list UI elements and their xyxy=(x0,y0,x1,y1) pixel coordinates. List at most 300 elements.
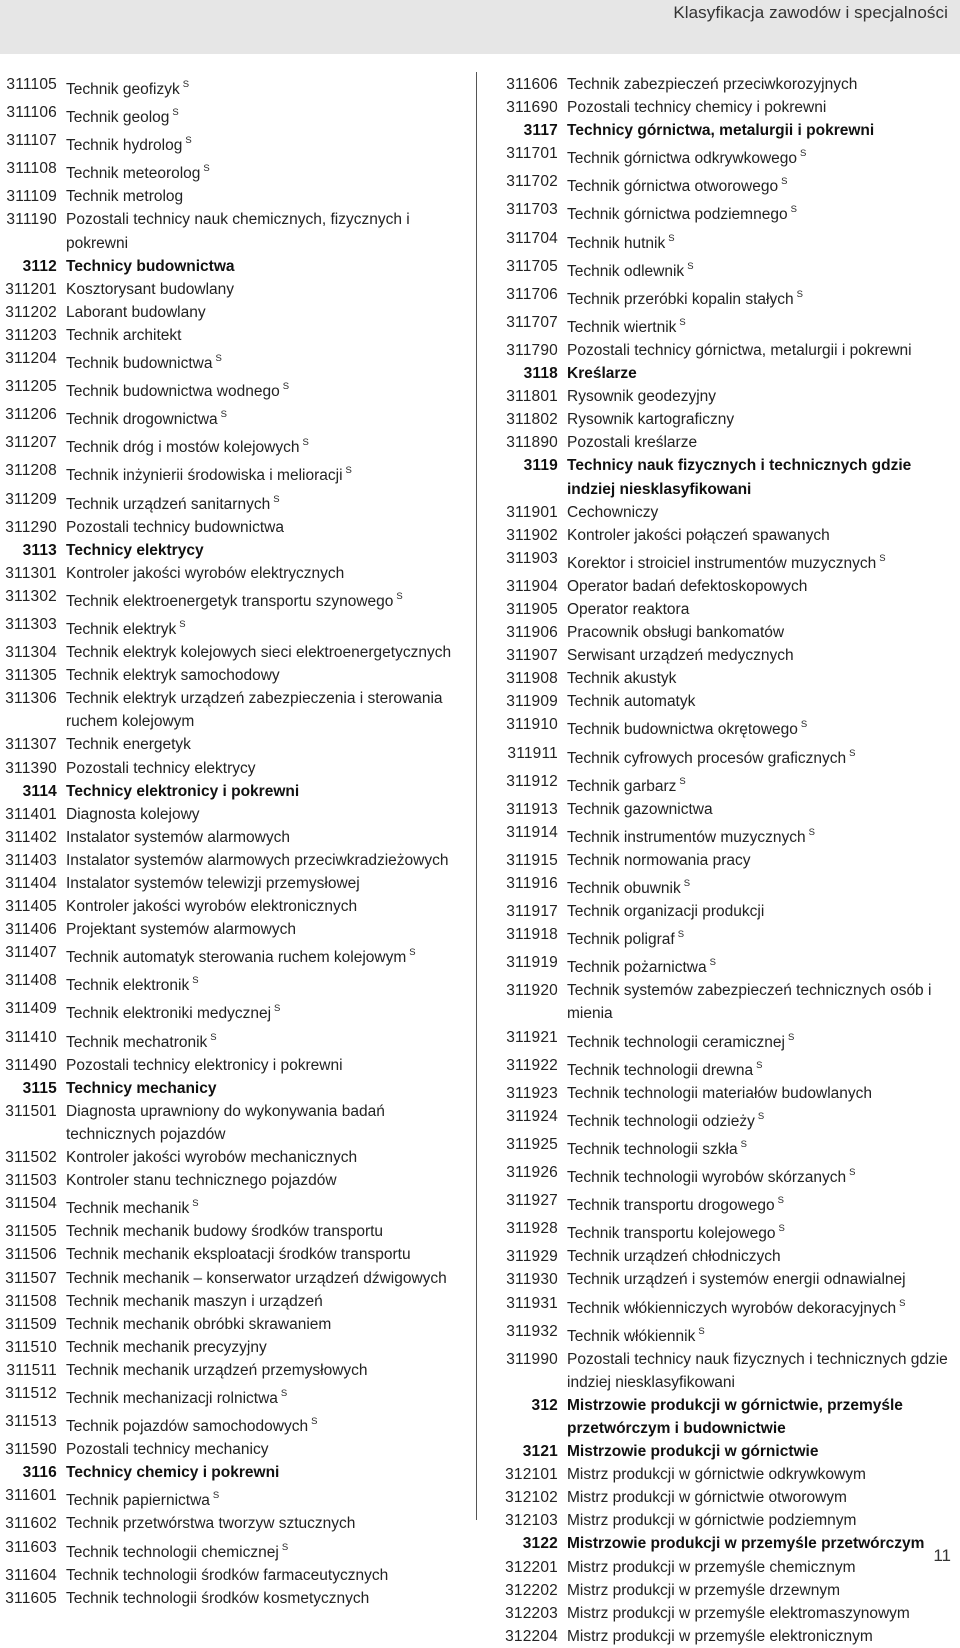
specialty-marker: S xyxy=(677,929,685,941)
occupation-code: 311502 xyxy=(5,1149,57,1167)
group-heading xyxy=(499,362,954,385)
occupation-code: 3113 xyxy=(22,541,57,559)
occupation-name xyxy=(567,170,954,198)
occupation-name-text: Technicy budownictwa xyxy=(66,257,235,275)
occupation-name xyxy=(66,641,466,664)
occupation-name xyxy=(66,1100,466,1146)
occupation-name-text: Technik elektryk samochodowy xyxy=(66,667,280,685)
occupation-name xyxy=(567,1440,954,1463)
occupation-code: 311290 xyxy=(5,518,57,536)
occupation-name xyxy=(567,227,954,255)
occupation-name-text: Technik technologii materiałów budowlanych xyxy=(567,1084,873,1102)
specialty-marker: S xyxy=(740,1138,747,1150)
occupation-name-text: Technik cyfrowych procesów graficznych xyxy=(567,749,847,767)
list-item xyxy=(0,687,466,733)
list-item xyxy=(499,1602,954,1625)
occupation-name-text: Technik garbarz xyxy=(567,777,677,795)
list-item xyxy=(499,979,954,1025)
occupation-name xyxy=(66,208,466,254)
occupation-name xyxy=(567,872,954,900)
occupation-name xyxy=(567,339,954,362)
occupation-name-text: Kontroler jakości wyrobów elektronicznych xyxy=(66,898,358,916)
list-item xyxy=(0,1587,466,1610)
occupation-name xyxy=(66,278,466,301)
specialty-marker: S xyxy=(879,552,886,564)
occupation-code: 311918 xyxy=(506,926,558,944)
occupation-name xyxy=(66,872,466,895)
occupation-name-text: Technik elektryk kolejowych sieci elektroenergetycznych xyxy=(66,644,452,662)
list-item xyxy=(0,803,466,826)
occupation-code: 311926 xyxy=(506,1164,558,1182)
occupation-name xyxy=(567,1348,954,1394)
occupation-code: 311703 xyxy=(506,201,558,219)
occupation-name-text: Technik mechanik urządzeń przemysłowych xyxy=(66,1361,368,1379)
occupation-name-text: Korektor i stroiciel instrumentów muzycznych xyxy=(567,554,877,572)
occupation-name-text: Technik instrumentów muzycznych xyxy=(567,828,806,846)
right-column xyxy=(499,73,954,1648)
occupation-code: 311903 xyxy=(506,549,558,567)
occupation-name xyxy=(567,821,954,849)
list-item xyxy=(0,613,466,641)
specialty-marker: S xyxy=(215,353,222,365)
occupation-code: 311406 xyxy=(5,921,57,939)
specialty-marker: S xyxy=(709,957,716,969)
list-item xyxy=(499,1348,954,1394)
specialty-marker: S xyxy=(808,826,815,838)
list-item xyxy=(0,872,466,895)
occupation-name-text: Instalator systemów alarmowych przeciwkradzieżowych xyxy=(66,851,449,869)
list-item xyxy=(499,1268,954,1291)
occupation-code: 312201 xyxy=(505,1558,558,1576)
occupation-name-text: Mistrzowie produkcji w górnictwie, przemyśle przetwórczym i budownictwie xyxy=(567,1396,903,1437)
occupation-code: 311506 xyxy=(5,1246,57,1264)
occupation-name-text: Technik technologii wyrobów skórzanych xyxy=(567,1169,847,1187)
list-item xyxy=(0,664,466,687)
occupation-name xyxy=(567,621,954,644)
occupation-code: 311912 xyxy=(506,772,558,790)
occupation-code: 311105 xyxy=(6,76,57,93)
occupation-name-text: Instalator systemów alarmowych xyxy=(66,828,290,846)
specialty-marker: S xyxy=(777,1195,784,1207)
specialty-marker: S xyxy=(280,1387,288,1399)
list-item xyxy=(0,1026,466,1054)
specialty-marker: S xyxy=(899,1297,906,1309)
specialty-marker: S xyxy=(781,176,788,188)
occupation-code: 311407 xyxy=(5,944,57,962)
occupation-name xyxy=(66,826,466,849)
occupation-name xyxy=(567,1268,954,1291)
occupation-code: 311901 xyxy=(506,503,558,521)
occupation-name-text: Technik papiernictwa xyxy=(66,1492,210,1510)
page-title: Klasyfikacja zawodów i specjalności xyxy=(673,3,948,22)
specialty-marker: S xyxy=(687,260,694,272)
occupation-name xyxy=(66,664,466,687)
list-item xyxy=(499,73,954,96)
specialty-marker: S xyxy=(668,232,675,244)
list-item xyxy=(499,770,954,798)
occupation-name xyxy=(567,1026,954,1054)
occupation-name xyxy=(567,547,954,575)
specialty-marker: S xyxy=(800,719,808,731)
occupation-name xyxy=(567,575,954,598)
list-item xyxy=(499,1486,954,1509)
occupation-code: 3119 xyxy=(523,457,558,475)
specialty-marker: S xyxy=(683,878,691,889)
occupation-code: 311701 xyxy=(506,145,558,163)
occupation-code: 311302 xyxy=(5,587,57,605)
occupation-name-text: Pozostali technicy elektronicy i pokrewni xyxy=(66,1056,343,1074)
occupation-name xyxy=(567,849,954,872)
list-item xyxy=(0,1410,466,1438)
occupation-name-text: Serwisant urządzeń medycznych xyxy=(567,647,794,665)
occupation-code: 311306 xyxy=(5,690,57,708)
occupation-code: 311301 xyxy=(5,564,57,582)
occupation-code: 311106 xyxy=(6,104,57,122)
specialty-marker: S xyxy=(757,1110,765,1122)
list-item xyxy=(499,142,954,170)
list-item xyxy=(499,849,954,872)
list-item xyxy=(0,278,466,301)
occupation-name-text: Technik mechanik – konserwator urządzeń dźwigowych xyxy=(66,1269,447,1287)
list-item xyxy=(499,170,954,198)
specialty-marker: S xyxy=(778,1223,785,1235)
list-item xyxy=(499,1161,954,1189)
list-item xyxy=(499,1133,954,1161)
occupation-code: 311512 xyxy=(5,1384,57,1402)
occupation-name-text: Diagnosta kolejowy xyxy=(66,805,200,823)
occupation-name-text: Technik budownictwa xyxy=(66,355,213,373)
specialty-marker: S xyxy=(172,107,179,119)
occupation-code: 311929 xyxy=(506,1248,558,1266)
occupation-name xyxy=(66,941,466,969)
list-item xyxy=(499,690,954,713)
occupation-code: 311705 xyxy=(506,257,558,275)
occupation-code: 311504 xyxy=(5,1195,57,1213)
occupation-name-text: Technik dróg i mostów kolejowych xyxy=(66,439,300,457)
occupation-name-text: Technik hutnik xyxy=(567,234,666,252)
specialty-marker: S xyxy=(796,288,803,300)
occupation-name xyxy=(66,733,466,756)
occupation-code: 311890 xyxy=(506,434,558,452)
occupation-name-text: Pozostali technicy górnictwa, metalurgii i pokrewni xyxy=(567,341,912,359)
list-item xyxy=(0,1536,466,1564)
occupation-name-text: Technik górnictwa otworowego xyxy=(567,178,779,196)
occupation-name-text: Technik pożarnictwa xyxy=(567,959,707,977)
list-item xyxy=(0,1564,466,1587)
occupation-name xyxy=(567,742,954,770)
occupation-code: 311802 xyxy=(506,411,558,429)
occupation-code: 311109 xyxy=(6,188,57,206)
list-item xyxy=(0,585,466,613)
occupation-name-text: Technik gazownictwa xyxy=(567,800,713,818)
occupation-name xyxy=(567,96,954,119)
list-item xyxy=(0,1267,466,1290)
occupation-name xyxy=(567,408,954,431)
occupation-code: 312204 xyxy=(505,1627,558,1645)
group-heading xyxy=(499,454,954,500)
occupation-code: 311408 xyxy=(5,972,57,990)
occupation-code: 311922 xyxy=(506,1056,558,1074)
list-item xyxy=(0,895,466,918)
list-item xyxy=(499,1217,954,1245)
occupation-name-text: Technik budownictwa wodnego xyxy=(66,383,280,401)
occupation-code: 311923 xyxy=(506,1084,558,1102)
occupation-name-text: Technik włókiennik xyxy=(567,1327,696,1345)
occupation-code: 3122 xyxy=(522,1535,558,1553)
occupation-code: 311405 xyxy=(5,898,57,916)
occupation-name xyxy=(567,1054,954,1082)
occupation-code: 311931 xyxy=(506,1294,558,1312)
occupation-name-text: Pozostali technicy budownictwa xyxy=(66,518,284,536)
occupation-code: 311919 xyxy=(506,954,558,972)
list-item xyxy=(499,1105,954,1133)
occupation-name xyxy=(567,667,954,690)
list-item xyxy=(0,208,466,254)
occupation-name-text: Technik zabezpieczeń przeciwkorozyjnych xyxy=(567,76,858,93)
occupation-name xyxy=(567,255,954,283)
occupation-name xyxy=(66,488,466,516)
occupation-name xyxy=(567,900,954,923)
occupation-name-text: Mistrzowie produkcji w górnictwie xyxy=(567,1443,819,1461)
group-heading xyxy=(0,1077,466,1100)
occupation-name xyxy=(567,198,954,226)
occupation-code: 311511 xyxy=(6,1361,57,1379)
occupation-name-text: Technik elektroenergetyk transportu szynowego xyxy=(66,592,394,610)
occupation-name-text: Technicy górnictwa, metalurgii i pokrewni xyxy=(567,122,875,140)
occupation-code: 311402 xyxy=(5,828,57,846)
occupation-name xyxy=(66,757,466,780)
occupation-code: 311706 xyxy=(506,285,558,303)
occupation-name-text: Technik obuwnik xyxy=(567,880,681,897)
list-item xyxy=(499,742,954,770)
occupation-name-text: Technik mechanizacji rolnictwa xyxy=(66,1389,278,1407)
list-item xyxy=(499,872,954,900)
occupation-code: 311707 xyxy=(506,313,558,331)
specialty-marker: S xyxy=(282,381,290,393)
occupation-name xyxy=(66,129,466,157)
list-item xyxy=(0,733,466,756)
occupation-name-text: Technik technologii szkła xyxy=(567,1140,738,1158)
list-item xyxy=(499,311,954,339)
occupation-name-text: Kontroler jakości wyrobów elektrycznych xyxy=(66,564,345,582)
occupation-code: 311924 xyxy=(506,1107,558,1125)
specialty-marker: S xyxy=(192,975,199,987)
specialty-marker: S xyxy=(185,135,192,147)
occupation-code: 311916 xyxy=(506,875,558,892)
occupation-name xyxy=(567,283,954,311)
occupation-name xyxy=(567,979,954,1025)
occupation-name xyxy=(567,454,954,500)
occupation-code: 3115 xyxy=(22,1079,57,1097)
occupation-name xyxy=(66,73,466,101)
group-heading xyxy=(0,539,466,562)
list-item xyxy=(499,900,954,923)
occupation-name-text: Technik drogownictwa xyxy=(66,411,218,429)
occupation-name xyxy=(567,1217,954,1245)
occupation-code: 311203 xyxy=(5,326,57,344)
list-item xyxy=(499,621,954,644)
list-item xyxy=(0,1146,466,1169)
list-item xyxy=(499,923,954,951)
occupation-name-text: Technik włókienniczych wyrobów dekoracyjnych xyxy=(567,1299,897,1317)
occupation-name xyxy=(567,1161,954,1189)
list-item xyxy=(499,1245,954,1268)
list-item xyxy=(499,667,954,690)
occupation-code: 311204 xyxy=(5,350,57,368)
list-item xyxy=(499,339,954,362)
occupation-name xyxy=(567,1532,954,1555)
specialty-marker: S xyxy=(679,775,686,787)
occupation-name xyxy=(66,780,466,803)
occupation-code: 311690 xyxy=(506,99,558,117)
occupation-name xyxy=(567,1133,954,1161)
specialty-marker: S xyxy=(273,493,280,505)
occupation-name xyxy=(66,1410,466,1438)
occupation-name xyxy=(567,1486,954,1509)
occupation-name xyxy=(567,690,954,713)
list-item xyxy=(0,488,466,516)
occupation-code: 311927 xyxy=(506,1192,558,1210)
occupation-name xyxy=(567,1394,954,1440)
list-item xyxy=(0,1290,466,1313)
occupation-code: 311410 xyxy=(5,1028,57,1046)
occupation-code: 311790 xyxy=(506,341,558,359)
list-item xyxy=(499,198,954,226)
list-item xyxy=(0,1484,466,1512)
list-item xyxy=(499,713,954,741)
list-item xyxy=(0,1220,466,1243)
occupation-name xyxy=(66,918,466,941)
occupation-name xyxy=(567,713,954,741)
occupation-name-text: Technik elektronik xyxy=(66,977,190,995)
occupation-code: 312 xyxy=(531,1396,558,1414)
occupation-name xyxy=(66,1564,466,1587)
specialty-marker: S xyxy=(800,148,807,160)
occupation-name xyxy=(567,1463,954,1486)
occupation-code: 311801 xyxy=(506,388,558,406)
occupation-name xyxy=(66,1587,466,1610)
list-item xyxy=(499,547,954,575)
list-item xyxy=(499,1189,954,1217)
occupation-code: 311990 xyxy=(506,1350,558,1368)
list-item xyxy=(499,1026,954,1054)
occupation-code: 311201 xyxy=(5,280,57,298)
occupation-code: 312101 xyxy=(505,1466,558,1484)
occupation-name xyxy=(567,311,954,339)
occupation-code: 311902 xyxy=(506,526,558,544)
group-heading xyxy=(499,1440,954,1463)
specialty-marker: S xyxy=(756,1059,763,1071)
specialty-marker: S xyxy=(409,947,416,959)
group-heading xyxy=(499,119,954,142)
specialty-marker: S xyxy=(192,1198,199,1210)
occupation-name xyxy=(567,1625,954,1648)
list-item xyxy=(0,324,466,347)
occupation-name-text: Technik górnictwa podziemnego xyxy=(567,206,788,224)
occupation-code: 311914 xyxy=(506,823,558,841)
page-number: 11 xyxy=(933,1546,951,1565)
list-item xyxy=(499,1463,954,1486)
occupation-name-text: Technik architekt xyxy=(66,326,182,344)
occupation-code: 311704 xyxy=(506,229,558,247)
occupation-code: 311202 xyxy=(5,303,57,321)
occupation-code: 311304 xyxy=(5,644,57,662)
list-item xyxy=(499,644,954,667)
list-item xyxy=(499,575,954,598)
occupation-name xyxy=(66,1313,466,1336)
occupation-name-text: Operator badań defektoskopowych xyxy=(567,577,808,595)
occupation-name-text: Kontroler stanu technicznego pojazdów xyxy=(66,1172,337,1190)
list-item xyxy=(0,129,466,157)
occupation-code: 311601 xyxy=(5,1487,57,1505)
list-item xyxy=(0,1512,466,1535)
occupation-name-text: Technik elektroniki medycznej xyxy=(66,1005,272,1023)
list-item xyxy=(499,1082,954,1105)
list-item xyxy=(499,408,954,431)
occupation-name xyxy=(66,1461,466,1484)
occupation-name xyxy=(567,385,954,408)
occupation-name xyxy=(66,539,466,562)
occupation-code: 3116 xyxy=(22,1464,57,1482)
occupation-code: 311208 xyxy=(5,462,57,480)
specialty-marker: S xyxy=(396,590,403,602)
occupation-name xyxy=(66,403,466,431)
list-item xyxy=(499,1625,954,1648)
occupation-name xyxy=(66,1336,466,1359)
list-item xyxy=(499,283,954,311)
occupation-name-text: Pozostali kreślarze xyxy=(567,434,698,452)
occupation-name xyxy=(66,1484,466,1512)
occupation-name-text: Pozostali technicy chemicy i pokrewni xyxy=(567,99,827,117)
occupation-name-text: Technicy mechanicy xyxy=(66,1079,217,1097)
occupation-name-text: Technik przetwórstwa tworzyw sztucznych xyxy=(66,1515,356,1533)
occupation-name-text: Technik poligraf xyxy=(567,931,675,949)
occupation-name-text: Technik urządzeń sanitarnych xyxy=(66,495,271,513)
specialty-marker: S xyxy=(849,747,856,759)
occupation-name-text: Technicy nauk fizycznych i technicznych gdzie indziej niesklasyfikowani xyxy=(567,457,912,498)
occupation-code: 311401 xyxy=(5,805,57,823)
occupation-name xyxy=(66,157,466,185)
occupation-name-text: Technik urządzeń i systemów energii odnawialnej xyxy=(567,1271,906,1289)
specialty-marker: S xyxy=(220,409,227,421)
occupation-name xyxy=(66,301,466,324)
occupation-name-text: Rysownik geodezyjny xyxy=(567,388,717,406)
occupation-name-text: Instalator systemów telewizji przemysłowej xyxy=(66,875,360,892)
occupation-code: 311510 xyxy=(5,1338,57,1356)
occupation-name-text: Mistrz produkcji w górnictwie otworowym xyxy=(567,1489,847,1507)
occupation-name xyxy=(567,431,954,454)
list-item xyxy=(0,1243,466,1266)
occupation-name xyxy=(66,895,466,918)
occupation-name-text: Kontroler jakości połączeń spawanych xyxy=(567,526,830,544)
occupation-name-text: Cechowniczy xyxy=(567,503,659,521)
list-item xyxy=(499,821,954,849)
occupation-code: 311917 xyxy=(506,903,558,921)
occupation-name-text: Technik odlewnik xyxy=(567,262,685,280)
occupation-code: 311207 xyxy=(5,434,57,452)
specialty-marker: S xyxy=(179,618,186,630)
occupation-name-text: Technik energetyk xyxy=(66,736,191,754)
occupation-name xyxy=(66,101,466,129)
occupation-name xyxy=(567,1082,954,1105)
occupation-code: 311503 xyxy=(5,1172,57,1190)
list-item xyxy=(0,826,466,849)
occupation-name xyxy=(66,1359,466,1382)
occupation-code: 311507 xyxy=(5,1269,57,1287)
list-item xyxy=(0,101,466,129)
list-item xyxy=(499,1292,954,1320)
occupation-code: 311905 xyxy=(506,600,558,618)
